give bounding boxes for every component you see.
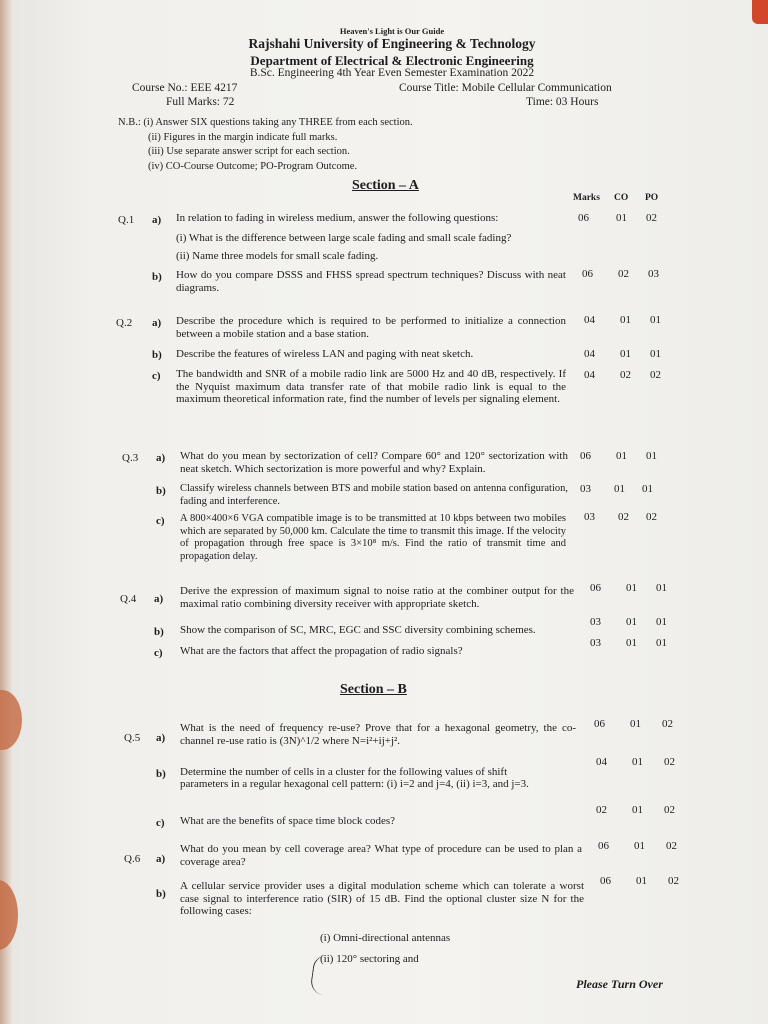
marks-value: 06 — [578, 212, 589, 224]
exam-title: B.Sc. Engineering 4th Year Even Semester Examination 2022 — [249, 67, 535, 79]
part-label: c) — [156, 515, 165, 527]
part-label: a) — [156, 732, 166, 744]
co-value: 01 — [636, 875, 647, 887]
question-number: Q.3 — [122, 452, 139, 464]
part-label: a) — [156, 452, 166, 464]
po-column-header: PO — [645, 193, 659, 203]
question-text: The bandwidth and SNR of a mobile radio link are 5000 Hz and 40 dB, respectively. If the Nyquist maximum data transfer rate of that mobile radio link is equal to the maximum theoretical information rate, find the number of levels per signaling element. — [176, 368, 566, 405]
marks-value: 03 — [584, 511, 595, 523]
co-value: 02 — [618, 268, 629, 280]
question-text: Derive the expression of maximum signal to noise ratio at the combiner output for the maximal ratio combining diversity receiver with appropriate sketch. — [180, 585, 574, 610]
po-value: 03 — [648, 268, 659, 280]
co-value: 01 — [626, 616, 637, 628]
question-text: A 800×400×6 VGA compatible image is to be transmitted at 10 kbps between two mobiles which are separated by 50,000 km. Calculate the time to transmit this image. If the velocity of propagation through free space is 3×10⁸ m/s. Find the ratio of transmit time and propagation delay. — [180, 513, 566, 562]
marks-value: 06 — [590, 582, 601, 594]
po-value: 02 — [668, 875, 679, 887]
department-name: Department of Electrical & Electronic Engineering — [250, 53, 534, 68]
part-label: b) — [156, 768, 166, 780]
question-text: How do you compare DSSS and FHSS spread spectrum techniques? Discuss with neat diagrams. — [176, 269, 566, 294]
co-value: 01 — [626, 637, 637, 649]
co-value: 01 — [616, 212, 627, 224]
sub-question: (i) Omni-directional antennas — [320, 932, 451, 944]
question-text: Describe the procedure which is required to be performed to initialize a connection between a mobile station and a base station. — [176, 315, 566, 340]
part-label: c) — [156, 817, 165, 829]
question-text: Show the comparison of SC, MRC, EGC and SSC diversity combining schemes. — [180, 624, 536, 636]
po-value: 02 — [646, 511, 657, 523]
co-value: 01 — [614, 483, 625, 495]
part-label: b) — [156, 888, 166, 900]
marks-value: 06 — [582, 268, 593, 280]
marks-column-header: Marks — [573, 193, 600, 203]
question-number: Q.4 — [120, 593, 137, 605]
sub-question: (i) What is the difference between large scale fading and small scale fading? — [176, 232, 512, 244]
question-text: What are the benefits of space time block codes? — [180, 815, 396, 827]
po-value: 02 — [650, 369, 661, 381]
part-label: b) — [152, 349, 162, 361]
corner-object — [752, 0, 768, 24]
po-value: 02 — [666, 840, 677, 852]
po-value: 01 — [650, 314, 661, 326]
part-label: b) — [156, 485, 166, 497]
marks-value: 04 — [584, 369, 595, 381]
po-value: 02 — [664, 756, 675, 768]
question-text: Classify wireless channels between BTS and mobile station based on antenna configuration, fading and interference. — [180, 483, 568, 507]
section-a-title: Section – A — [352, 178, 419, 193]
part-label: a) — [152, 214, 162, 226]
motto: Heaven's Light is Our Guide — [339, 26, 445, 36]
marks-value: 04 — [596, 756, 607, 768]
university-name: Rajshahi University of Engineering & Technology — [248, 36, 536, 51]
section-b-title: Section – B — [340, 682, 407, 697]
co-value: 01 — [632, 804, 643, 816]
marks-value: 06 — [598, 840, 609, 852]
part-label: a) — [156, 853, 166, 865]
question-number: Q.1 — [118, 214, 135, 226]
marks-value: 03 — [590, 637, 601, 649]
part-label: a) — [152, 317, 162, 329]
co-value: 01 — [620, 314, 631, 326]
po-value: 01 — [642, 483, 653, 495]
question-text: In relation to fading in wireless medium, answer the following questions: — [176, 212, 499, 224]
part-label: c) — [152, 370, 161, 382]
question-text: Describe the features of wireless LAN and paging with neat sketch. — [176, 348, 474, 360]
part-label: b) — [154, 626, 164, 638]
marks-value: 02 — [596, 804, 607, 816]
part-label: c) — [154, 647, 163, 659]
sub-question: (ii) Name three models for small scale fading. — [176, 250, 379, 262]
instruction-line: (iii) Use separate answer script for each section. — [148, 146, 350, 157]
po-value: 01 — [656, 582, 667, 594]
marks-value: 03 — [590, 616, 601, 628]
question-number: Q.6 — [124, 853, 141, 865]
marks-value: 03 — [580, 483, 591, 495]
co-value: 02 — [618, 511, 629, 523]
instructions — [118, 116, 413, 174]
instruction-line: (ii) Figures in the margin indicate full marks. — [148, 131, 338, 143]
full-marks: Full Marks: 72 — [166, 96, 235, 108]
marks-value: 06 — [580, 450, 591, 462]
co-value: 01 — [632, 756, 643, 768]
instruction-line: (iv) CO-Course Outcome; PO-Program Outcome. — [148, 160, 358, 172]
po-value: 02 — [646, 212, 657, 224]
question-number: Q.2 — [116, 317, 133, 329]
sub-question: (ii) 120° sectoring and — [320, 953, 419, 965]
po-value: 02 — [662, 718, 673, 730]
question-text: What are the factors that affect the propagation of radio signals? — [180, 645, 463, 657]
exam-time: Time: 03 Hours — [526, 96, 599, 108]
question-text: What do you mean by cell coverage area? What type of procedure can be used to plan a coverage area? — [180, 843, 582, 868]
question-text: Determine the number of cells in a cluster for the following values of shift — [180, 766, 508, 778]
question-text: What is the need of frequency re-use? Prove that for a hexagonal geometry, the co-channel re-use ratio is (3N)^1/2 where N=i²+ij+j². — [180, 722, 576, 747]
sub-question: parameters in a regular hexagonal cell pattern: (i) i=2 and j=4, (ii) i=3, and j=3. — [180, 778, 529, 790]
part-label: b) — [152, 271, 162, 283]
question-number: Q.5 — [124, 732, 141, 744]
course-title: Course Title: Mobile Cellular Communication — [399, 82, 612, 94]
co-value: 01 — [630, 718, 641, 730]
question-text: A cellular service provider uses a digital modulation scheme which can tolerate a worst case signal to interference ratio (SIR) of 15 dB. Find the optional cluster size N for the following cases: — [180, 880, 584, 917]
po-value: 01 — [646, 450, 657, 462]
instruction-line: N.B.: (i) Answer SIX questions taking any THREE from each section. — [118, 117, 413, 128]
po-value: 01 — [656, 637, 667, 649]
please-turn-over: Please Turn Over — [576, 977, 663, 991]
co-value: 01 — [626, 582, 637, 594]
co-column-header: CO — [614, 193, 629, 203]
marks-value: 04 — [584, 348, 595, 360]
marks-value: 04 — [584, 314, 595, 326]
marks-value: 06 — [594, 718, 605, 730]
co-value: 01 — [634, 840, 645, 852]
part-label: a) — [154, 593, 164, 605]
question-text: What do you mean by sectorization of cell? Compare 60° and 120° sectorization with neat sketch. Which sectorization is more powerful and why? Explain. — [180, 450, 568, 475]
po-value: 02 — [664, 804, 675, 816]
marks-value: 06 — [600, 875, 611, 887]
paper-edge-shadow — [0, 0, 12, 1024]
po-value: 01 — [656, 616, 667, 628]
co-value: 01 — [620, 348, 631, 360]
co-value: 02 — [620, 369, 631, 381]
po-value: 01 — [650, 348, 661, 360]
co-value: 01 — [616, 450, 627, 462]
course-no: Course No.: EEE 4217 — [132, 82, 238, 94]
